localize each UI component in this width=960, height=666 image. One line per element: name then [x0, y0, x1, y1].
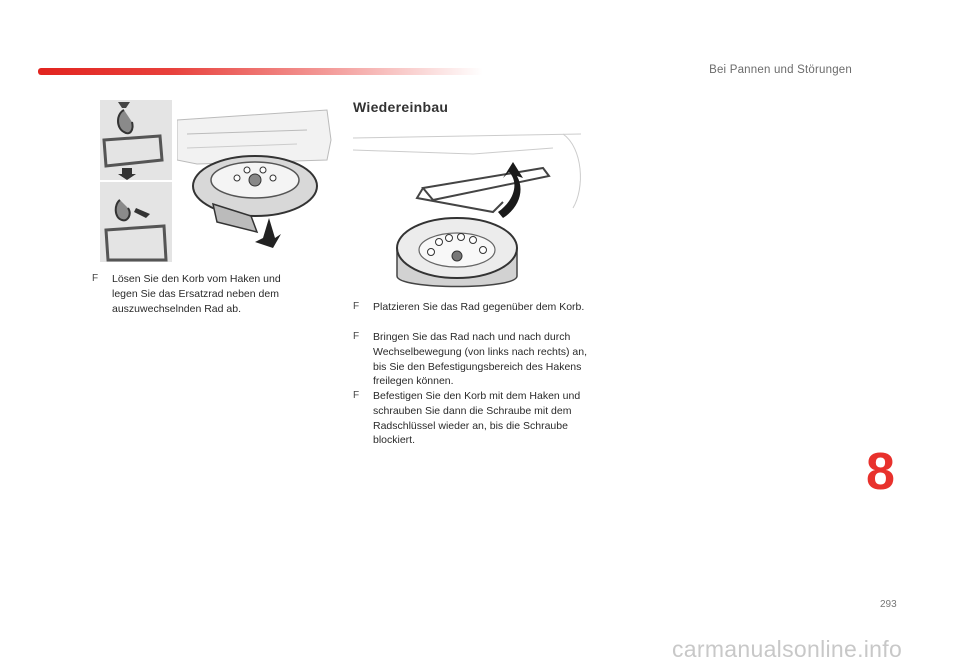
bullet-marker: F — [353, 301, 360, 312]
bullet-marker: F — [92, 273, 99, 284]
instruction-text: Lösen Sie den Korb vom Haken und legen Sie das Ersatzrad neben dem auszuwechselnden Rad ab. — [112, 273, 281, 315]
instruction-text: Befestigen Sie den Korb mit dem Haken und schrauben Sie dann die Schraube mit dem Radschlüssel wieder an, bis die Schraube blockiert. — [373, 390, 581, 447]
instruction-text: Platzieren Sie das Rad gegenüber dem Korb. — [373, 301, 585, 313]
page-header-title: Bei Pannen und Störungen — [709, 64, 852, 76]
wheel-basket-illustration — [353, 128, 593, 292]
page-number: 293 — [880, 599, 897, 610]
bullet-marker: F — [353, 390, 360, 401]
wheel-under-car-illustration — [177, 100, 333, 262]
watermark: carmanualsonline.info — [672, 636, 903, 662]
section-title: Wiedereinbau — [353, 99, 449, 115]
chapter-number: 8 — [866, 443, 895, 501]
instruction-list-item-1 — [353, 300, 591, 315]
instruction-text: Bringen Sie das Rad nach und nach durch Wechselbewegung (von links nach rechts) an, bis Sie den Befestigungsbereich des Hakens freilegen können. — [373, 331, 588, 388]
hook-illustration — [100, 100, 172, 262]
instruction-list-item-2 — [353, 330, 591, 389]
bullet-marker: F — [353, 331, 360, 342]
left-instruction — [92, 272, 304, 316]
instruction-list-item-3 — [353, 389, 591, 448]
header-accent-bar — [38, 68, 483, 75]
